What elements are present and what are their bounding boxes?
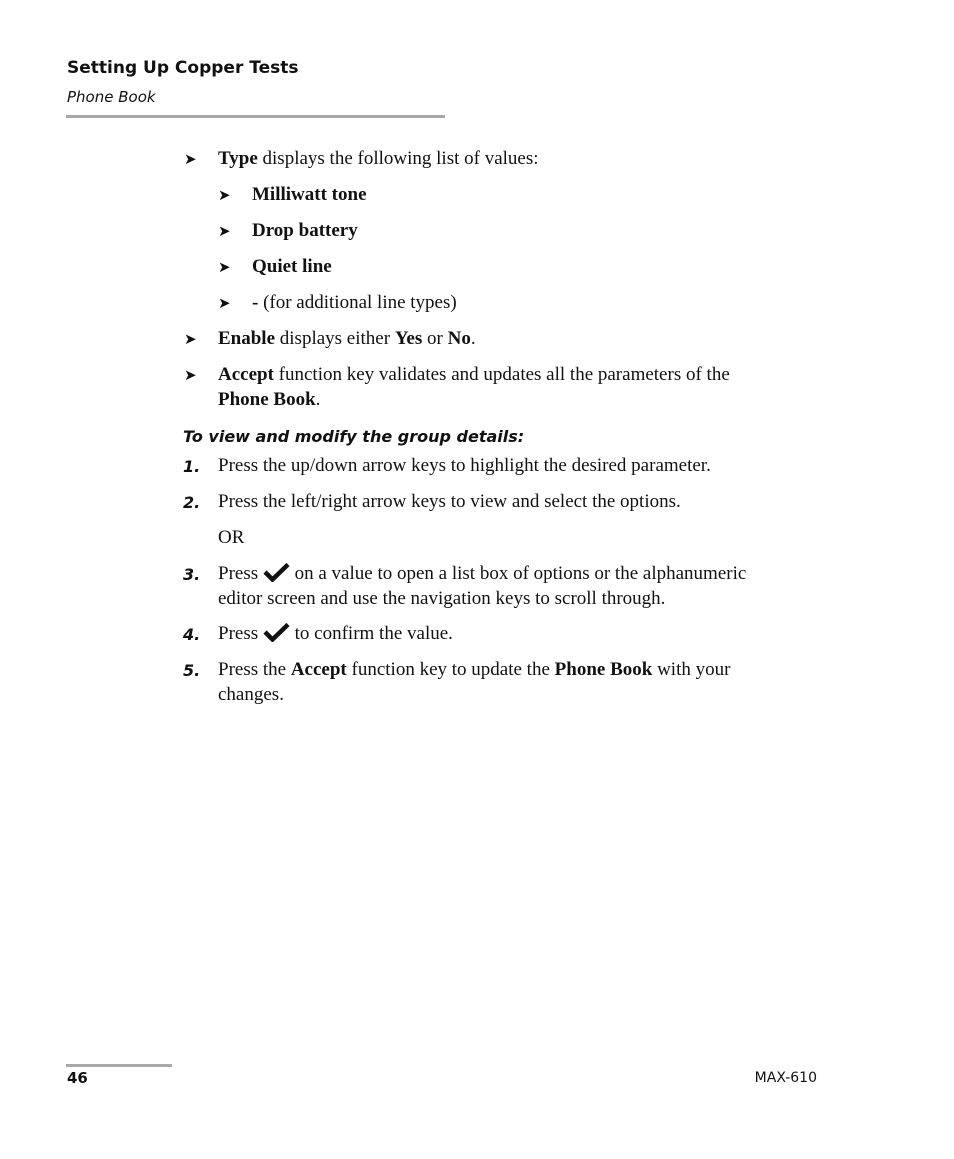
step-4: Press to confirm the value. xyxy=(218,623,453,644)
step-number: 5. xyxy=(183,661,201,680)
bullet-arrow-icon: ➤ xyxy=(218,294,231,312)
step-number: 1. xyxy=(183,457,201,476)
step-5-line2: changes. xyxy=(218,684,284,705)
page-number: 46 xyxy=(67,1069,88,1087)
step-5: Press the Accept function key to update the Phone Book with your xyxy=(218,659,731,680)
step-number: 2. xyxy=(183,493,201,512)
bullet-arrow-icon: ➤ xyxy=(184,150,197,168)
bullet-accept: Accept function key validates and updates all the parameters of the xyxy=(218,364,730,385)
value-quiet-line: Quiet line xyxy=(252,256,332,277)
product-name: MAX-610 xyxy=(754,1070,817,1086)
bullet-arrow-icon: ➤ xyxy=(218,258,231,276)
step-1: Press the up/down arrow keys to highlight the desired parameter. xyxy=(218,455,711,476)
footer-rule xyxy=(66,1064,172,1067)
value-drop-battery: Drop battery xyxy=(252,220,358,241)
step-3-line2: editor screen and use the navigation keys to scroll through. xyxy=(218,588,666,609)
bullet-arrow-icon: ➤ xyxy=(218,186,231,204)
bullet-arrow-icon: ➤ xyxy=(218,222,231,240)
step-number: 4. xyxy=(183,625,201,644)
bullet-arrow-icon: ➤ xyxy=(184,366,197,384)
header-rule xyxy=(66,115,445,118)
procedure-title: To view and modify the group details: xyxy=(183,427,525,446)
header-title: Setting Up Copper Tests xyxy=(67,58,299,78)
header-subtitle: Phone Book xyxy=(67,88,156,106)
or-label: OR xyxy=(218,527,245,548)
value-milliwatt-tone: Milliwatt tone xyxy=(252,184,367,205)
step-2: Press the left/right arrow keys to view and select the options. xyxy=(218,491,681,512)
checkmark-icon xyxy=(263,562,290,582)
step-3: Press on a value to open a list box of options or the alphanumeric xyxy=(218,563,747,584)
step-number: 3. xyxy=(183,565,201,584)
value-additional: - (for additional line types) xyxy=(252,292,457,313)
bullet-enable: Enable displays either Yes or No. xyxy=(218,328,476,349)
bullet-type: Type displays the following list of values: xyxy=(218,148,539,169)
bullet-accept-line2: Phone Book. xyxy=(218,389,321,410)
bullet-arrow-icon: ➤ xyxy=(184,330,197,348)
checkmark-icon xyxy=(263,622,290,642)
term-type: Type xyxy=(218,148,258,169)
